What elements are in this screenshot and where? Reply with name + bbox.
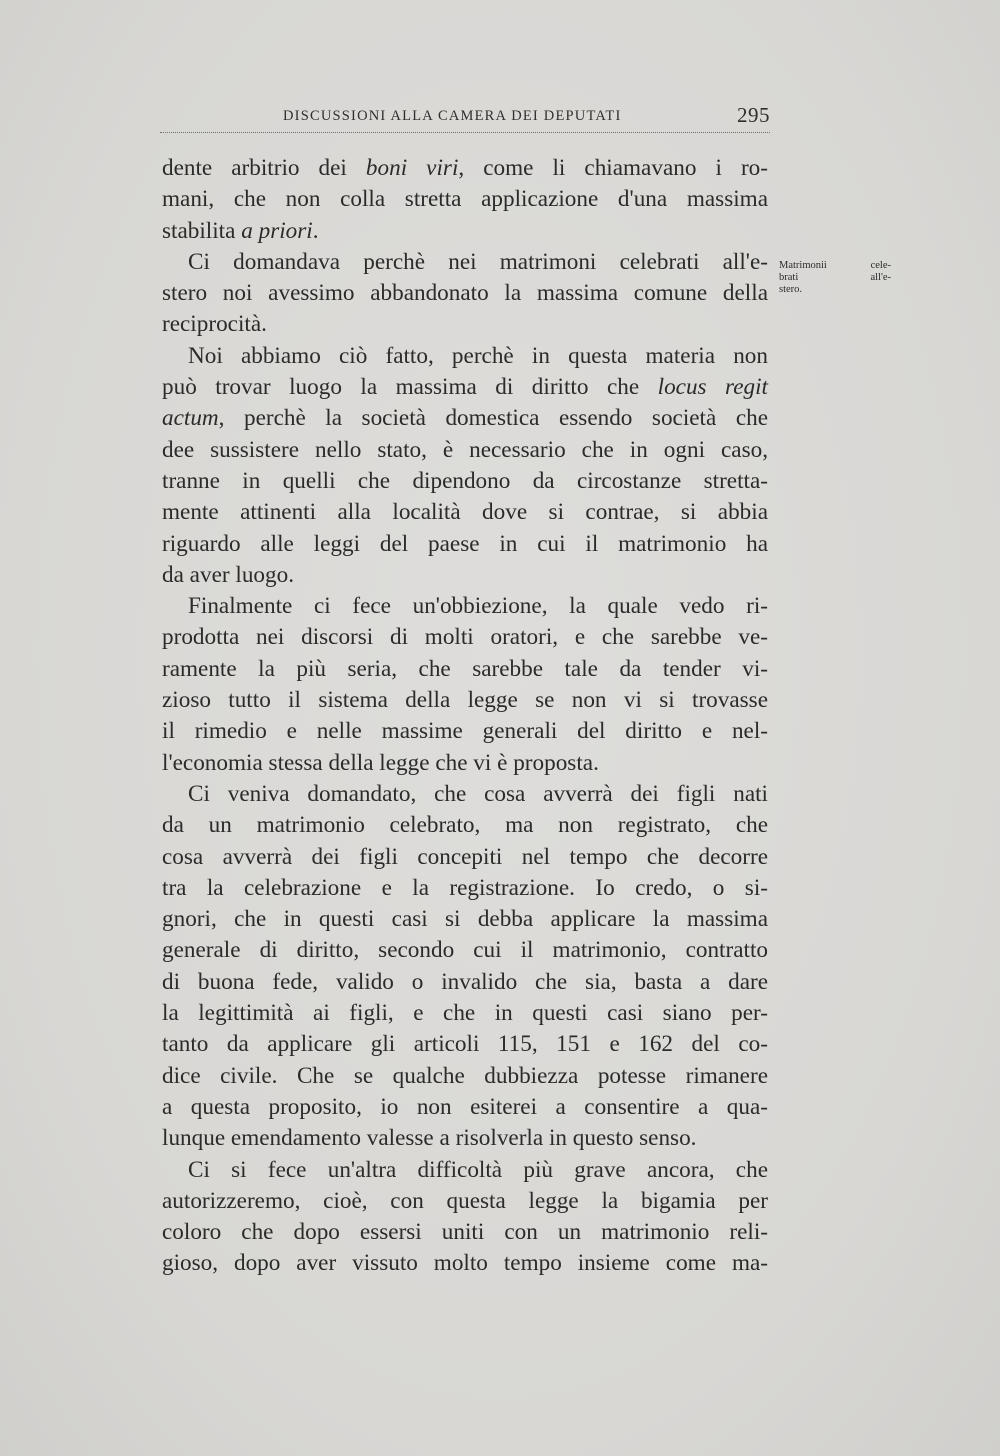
text-line	[162, 153, 768, 184]
text-line	[162, 842, 768, 873]
text-run: stabilita	[162, 217, 242, 244]
page-number: 295	[737, 103, 770, 127]
text-line	[162, 998, 768, 1029]
text-line	[162, 1248, 768, 1279]
running-head	[160, 103, 770, 133]
text-run: tranne in quelli che dipendono da circostanze stretta-	[162, 467, 768, 494]
text-line	[162, 529, 768, 560]
text-line	[162, 622, 768, 653]
text-run: Noi abbiamo ciò fatto, perchè in questa materia non	[188, 342, 768, 369]
text-run: dice civile. Che se qualche dubbiezza potesse rimanere	[162, 1062, 768, 1089]
text-run: , come li chiamavano i ro-	[458, 155, 768, 181]
text-run: gnori, che in questi casi si debba applicare la massima	[162, 906, 768, 933]
text-line	[162, 1061, 768, 1092]
text-run: tra la celebrazione e la registrazione. Io credo, o si-	[162, 874, 768, 901]
italic-phrase: a priori	[241, 217, 313, 244]
text-run: , perchè la società domestica essendo società che	[218, 405, 768, 432]
text-run: può trovar luogo la massima di diritto che	[162, 374, 658, 401]
text-run: Ci veniva domandato, che cosa avverrà dei figli nati	[188, 780, 768, 807]
text-run: Ci si fece un'altra difficoltà più grave ancora, che	[188, 1156, 768, 1183]
text-line	[162, 309, 768, 340]
text-line	[162, 1155, 768, 1186]
text-line	[162, 967, 768, 998]
text-line	[162, 1186, 768, 1217]
text-line	[162, 184, 768, 215]
text-run: di buona fede, valido o invalido che sia, basta a dare	[162, 968, 768, 995]
text-run: da un matrimonio celebrato, ma non registrato, che	[162, 812, 768, 839]
text-run: la legittimità ai figli, e che in questi casi siano per-	[162, 1000, 768, 1027]
text-line	[162, 779, 768, 810]
text-run: mente attinenti alla località dove si contrae, si abbia	[162, 499, 768, 526]
text-line	[162, 904, 768, 935]
marginal-note-line: brati all'e-	[779, 272, 891, 283]
text-line	[162, 1123, 768, 1154]
text-run: ramente la più seria, che sarebbe tale da tender vi-	[162, 655, 768, 682]
text-line	[162, 435, 768, 466]
text-run: a questa proposito, io non esiterei a consentire a qua-	[162, 1093, 768, 1120]
italic-phrase: locus regit	[657, 374, 768, 401]
marginal-note	[779, 260, 891, 296]
text-run: stero noi avessimo abbandonato la massima comune della	[162, 280, 768, 307]
text-line	[162, 685, 768, 716]
text-line	[162, 278, 768, 309]
text-line	[162, 560, 768, 591]
text-line	[162, 1092, 768, 1123]
text-line	[162, 716, 768, 747]
text-run: tanto da applicare gli articoli 115, 151 e 162 del co-	[162, 1031, 768, 1058]
text-line	[162, 403, 768, 434]
marginal-note-line: stero.	[779, 284, 803, 295]
text-run: riguardo alle leggi del paese in cui il matrimonio ha	[162, 530, 768, 557]
text-line	[162, 341, 768, 372]
text-run: da aver luogo.	[162, 561, 294, 588]
text-line	[162, 1217, 768, 1248]
text-run: reciprocità.	[162, 311, 267, 338]
text-line	[162, 748, 768, 779]
marginal-note-line: Matrimonii cele-	[779, 260, 891, 271]
text-run: autorizzeremo, cioè, con questa legge la bigamia per	[162, 1187, 768, 1214]
italic-phrase: actum	[162, 405, 219, 432]
text-run: gioso, dopo aver vissuto molto tempo insieme come ma-	[162, 1250, 768, 1277]
text-run: prodotta nei discorsi di molti oratori, e che sarebbe ve-	[162, 624, 768, 651]
text-line	[162, 654, 768, 685]
body-text	[162, 153, 768, 1280]
text-run: Ci domandava perchè nei matrimoni celebrati all'e-	[188, 248, 768, 275]
text-line	[162, 591, 768, 622]
text-line	[162, 935, 768, 966]
text-run: coloro che dopo essersi uniti con un matrimonio reli-	[162, 1219, 768, 1246]
running-title: DISCUSSIONI ALLA CAMERA DEI DEPUTATI	[283, 108, 622, 124]
text-run: mani, che non colla stretta applicazione d'una massima	[162, 186, 768, 213]
text-line	[162, 216, 768, 247]
text-line	[162, 1029, 768, 1060]
text-run: lunque emendamento valesse a risolverla in questo senso.	[162, 1125, 697, 1152]
text-run: zioso tutto il sistema della legge se non vi si trovasse	[162, 687, 768, 714]
text-line	[162, 247, 768, 278]
text-line	[162, 466, 768, 497]
text-line	[162, 873, 768, 904]
text-run: l'economia stessa della legge che vi è proposta.	[162, 749, 599, 776]
text-run: cosa avverrà dei figli concepiti nel tempo che decorre	[162, 843, 768, 870]
text-run: dente arbitrio dei	[162, 155, 366, 181]
text-line	[162, 810, 768, 841]
text-run: il rimedio e nelle massime generali del diritto e nel-	[162, 718, 768, 745]
text-run: .	[312, 217, 319, 244]
text-run: generale di diritto, secondo cui il matrimonio, contratto	[162, 937, 768, 964]
text-run: dee sussistere nello stato, è necessario che in ogni caso,	[162, 436, 768, 463]
text-run: Finalmente ci fece un'obbiezione, la quale vedo ri-	[188, 593, 768, 620]
text-line	[162, 497, 768, 528]
text-line	[162, 372, 768, 403]
italic-phrase: boni viri	[365, 155, 459, 181]
